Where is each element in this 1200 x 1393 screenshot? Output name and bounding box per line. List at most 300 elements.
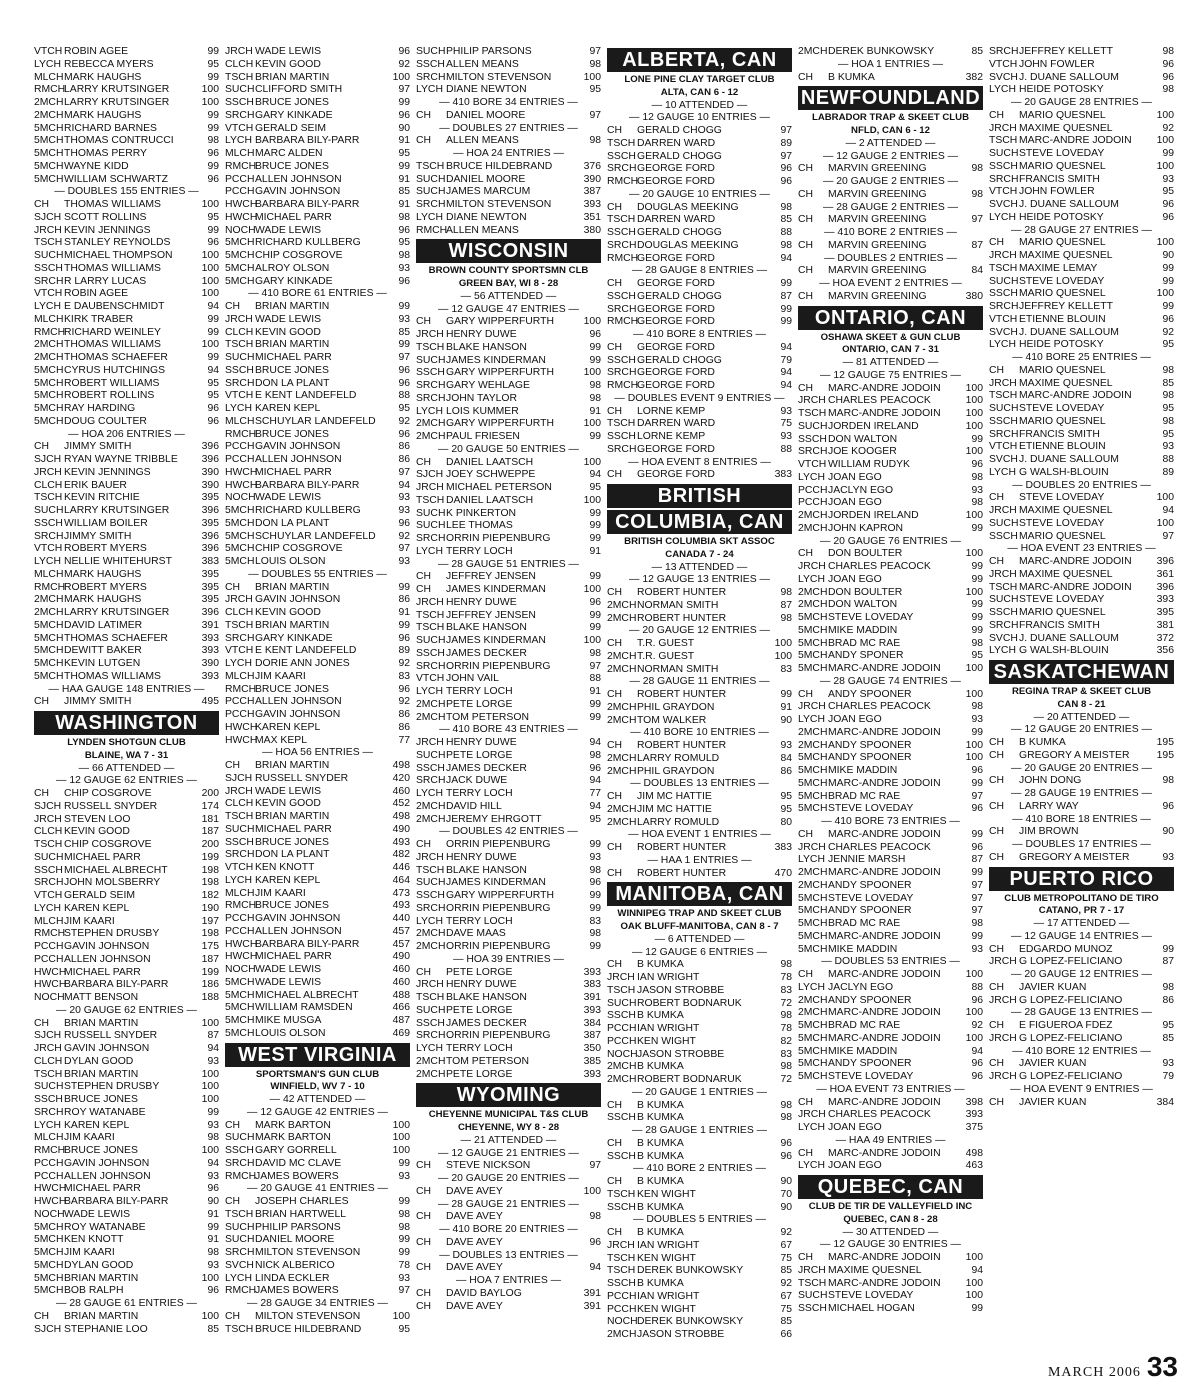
- score: 390: [201, 466, 219, 478]
- result-row: [989, 467, 1174, 480]
- class-code: 5MCH: [225, 517, 255, 529]
- score: 195: [1156, 749, 1174, 761]
- class-code: SUCH: [989, 403, 1019, 414]
- event-header: — DOUBLES 27 ENTRIES —: [439, 122, 578, 134]
- result-row: [416, 673, 601, 686]
- score: 96: [207, 173, 219, 185]
- result-row: [416, 1069, 601, 1082]
- class-code: CH: [798, 265, 814, 277]
- result-row: [225, 913, 410, 926]
- shooter-name: JOHN TAYLOR: [446, 392, 518, 404]
- result-row: [225, 186, 410, 199]
- shooter-name: GAVIN JOHNSON: [255, 594, 341, 606]
- class-code: LYCH: [34, 902, 61, 914]
- result-row: [798, 163, 983, 176]
- score: 96: [398, 364, 410, 376]
- result-row: [798, 485, 983, 498]
- class-code: SUCH: [416, 635, 446, 646]
- class-code: 2MCH: [798, 510, 828, 521]
- score: 80: [780, 816, 792, 828]
- shooter-name: DIANE NEWTON: [446, 84, 527, 96]
- club-info: CATANO, PR 7 - 17: [1038, 905, 1125, 917]
- result-row: [34, 110, 219, 123]
- score: 93: [971, 484, 983, 496]
- class-code: TSCH: [416, 992, 445, 1003]
- shooter-name: WILLIAM RUDYK: [828, 459, 910, 470]
- result-row: [225, 467, 410, 480]
- event-header: — 20 GAUGE 20 ENTRIES —: [438, 1173, 579, 1184]
- class-code: SRCH: [989, 173, 1019, 185]
- result-row: [225, 123, 410, 136]
- class-code: CH: [607, 278, 623, 289]
- result-row: [798, 765, 983, 778]
- event-header: — 410 BORE 25 ENTRIES —: [1012, 352, 1151, 363]
- shooter-name: MILTON STEVENSON: [255, 1310, 361, 1322]
- result-row: [607, 715, 792, 728]
- score: 382: [965, 71, 983, 83]
- result-row: [798, 1303, 983, 1316]
- score: 198: [201, 877, 219, 889]
- result-row: [989, 995, 1174, 1008]
- event-header: — HOA 1 ENTRIES —: [837, 58, 944, 70]
- class-code: 5MCH: [798, 943, 828, 955]
- shooter-name: KEVIN LUTGEN: [64, 658, 141, 669]
- shooter-name: T.R. GUEST: [637, 638, 695, 649]
- score: 77: [589, 788, 601, 799]
- shooter-name: E KENT LANDEFELD: [255, 390, 357, 402]
- result-row: [607, 651, 792, 664]
- shooter-name: NORMAN SMITH: [637, 599, 719, 611]
- class-code: LYCH: [798, 471, 825, 483]
- result-row: [416, 186, 601, 199]
- score: 82: [780, 1035, 792, 1047]
- class-code: 2MCH: [416, 1055, 446, 1067]
- result-row: [34, 967, 219, 980]
- class-code: LYCH: [416, 788, 443, 799]
- score: 100: [965, 688, 983, 700]
- class-code: JRCH: [225, 46, 253, 57]
- result-row: [225, 212, 410, 225]
- result-row: [798, 1278, 983, 1291]
- result-row: [607, 600, 792, 613]
- class-code: CH: [989, 851, 1005, 863]
- result-row: [416, 482, 601, 495]
- shooter-name: JOHN DONG: [1019, 775, 1082, 787]
- class-code: SRCH: [607, 303, 637, 315]
- class-code: CH: [607, 1099, 623, 1111]
- class-code: CH: [607, 1137, 623, 1149]
- shooter-name: WADE LEWIS: [255, 976, 322, 988]
- class-code: LYCH: [989, 211, 1016, 223]
- event-header: — HOA 24 ENTRIES —: [453, 148, 564, 159]
- result-row: [416, 225, 601, 238]
- score: 89: [780, 137, 792, 149]
- score: 89: [398, 645, 410, 657]
- score: 91: [398, 199, 410, 210]
- score: 92: [398, 58, 410, 70]
- result-row: [798, 548, 983, 561]
- class-code: 2MCH: [416, 928, 446, 940]
- score: 96: [1162, 199, 1174, 210]
- shooter-name: TERRY LOCH: [446, 545, 513, 557]
- event-header: — 56 ATTENDED —: [460, 290, 557, 302]
- result-row: [798, 1109, 983, 1122]
- class-code: 5MCH: [34, 645, 64, 657]
- shooter-name: LOUIS OLSON: [255, 556, 326, 567]
- score: 100: [965, 382, 983, 394]
- score: 100: [774, 638, 792, 649]
- shooter-name: MICHAEL PETERSON: [446, 482, 552, 493]
- class-code: JRCH: [989, 505, 1017, 516]
- shooter-name: MARVIN GREENING: [828, 163, 927, 175]
- shooter-name: JIMMY SMITH: [64, 696, 132, 708]
- result-row: [798, 189, 983, 202]
- score: 94: [589, 737, 601, 748]
- class-code: SJCH: [34, 1030, 62, 1042]
- shooter-name: PHIL GRAYDON: [637, 765, 715, 777]
- score: 96: [780, 1150, 792, 1162]
- result-row: [225, 390, 410, 403]
- score: 96: [207, 1183, 219, 1195]
- class-code: LYCH: [225, 658, 252, 669]
- score: 187: [201, 826, 219, 838]
- class-code: CLCH: [34, 479, 63, 491]
- class-code: 5MCH: [798, 612, 828, 623]
- result-row: [225, 250, 410, 263]
- shooter-name: GAVIN JOHNSON: [255, 441, 341, 453]
- result-row: [34, 658, 219, 671]
- result-row: [798, 854, 983, 867]
- class-code: SUCH: [989, 517, 1019, 529]
- score: 198: [201, 864, 219, 876]
- class-code: SSCH: [225, 1145, 254, 1156]
- event-header: — 20 GAUGE 2 ENTRIES —: [822, 176, 959, 187]
- event-header: — DOUBLES 53 ENTRIES —: [821, 956, 960, 968]
- event-header: — 20 GAUGE 12 ENTRIES —: [629, 625, 770, 637]
- score: 93: [398, 1272, 410, 1284]
- shooter-name: TOM PETERSON: [446, 1055, 529, 1067]
- event-header: — 13 ATTENDED —: [651, 561, 748, 573]
- score: 100: [392, 1119, 410, 1131]
- result-row: [798, 944, 983, 957]
- class-code: SRCH: [798, 446, 828, 458]
- score: 100: [965, 510, 983, 521]
- event-header: — 12 GAUGE 47 ENTRIES —: [438, 303, 579, 315]
- shooter-name: ORRIN PIEPENBURG: [446, 839, 551, 850]
- shooter-name: K PINKERTON: [446, 507, 517, 519]
- shooter-name: HEIDE POTOSKY: [1019, 339, 1104, 351]
- club-info: QUEBEC, CAN 8 - 28: [843, 1213, 938, 1225]
- class-code: JRCH: [798, 561, 826, 572]
- class-code: SVCH: [225, 1259, 254, 1271]
- result-row: [798, 265, 983, 278]
- class-code: CLCH: [34, 826, 63, 838]
- shooter-name: MARIO QUESNEL: [1019, 415, 1106, 427]
- class-code: SRCH: [225, 849, 255, 861]
- result-row: [989, 339, 1174, 352]
- result-row: [989, 429, 1174, 442]
- event-header: — 28 GAUGE 8 ENTRIES —: [631, 265, 768, 277]
- results-column: [34, 46, 219, 1346]
- result-row: [798, 395, 983, 408]
- score: 100: [201, 84, 219, 96]
- class-code: MLCH: [225, 415, 255, 427]
- shooter-name: MARC-ANDRE JODOIN: [1019, 135, 1132, 147]
- class-code: 5MCH: [225, 556, 255, 567]
- score: 97: [589, 1160, 601, 1172]
- result-row: [607, 613, 792, 626]
- shooter-name: IAN WRIGHT: [637, 1290, 700, 1302]
- shooter-name: TOM WALKER: [637, 714, 707, 726]
- shooter-name: JAMES MARCUM: [446, 186, 531, 198]
- class-code: RMCH: [416, 224, 448, 236]
- shooter-name: MARC-ANDRE JODOIN: [828, 867, 941, 878]
- shooter-name: MARK HAUGHS: [64, 568, 142, 580]
- score: 95: [780, 803, 792, 815]
- shooter-name: J. DUANE SALLOUM: [1019, 326, 1119, 338]
- score: 93: [207, 1170, 219, 1182]
- class-code: TSCH: [989, 581, 1018, 593]
- result-row: [34, 1120, 219, 1133]
- class-code: SSCH: [225, 364, 254, 376]
- result-row: [34, 569, 219, 582]
- class-code: 5MCH: [34, 390, 64, 402]
- score: 457: [392, 938, 410, 950]
- result-row: [225, 1145, 410, 1158]
- shooter-name: JOE KOOGER: [828, 446, 897, 458]
- result-row: [225, 939, 410, 952]
- class-code: SSCH: [989, 415, 1018, 427]
- shooter-name: MICHAEL PARR: [255, 466, 332, 478]
- class-code: CH: [34, 1017, 50, 1029]
- score: 91: [589, 405, 601, 417]
- shooter-name: ALLEN MEANS: [446, 135, 519, 147]
- class-code: PCCH: [607, 1035, 637, 1047]
- result-row: [416, 406, 601, 419]
- shooter-name: JENNIE MARSH: [828, 854, 906, 866]
- event-header: — 410 BORE 12 ENTRIES —: [1012, 1045, 1151, 1057]
- result-row: [34, 556, 219, 569]
- class-code: TSCH: [416, 160, 445, 172]
- class-code: 2MCH: [34, 97, 64, 108]
- class-code: RMCH: [225, 900, 257, 912]
- result-row: [225, 556, 410, 569]
- class-code: CH: [607, 638, 623, 649]
- score: 174: [201, 800, 219, 812]
- score: 100: [201, 1081, 219, 1093]
- score: 98: [207, 1247, 219, 1258]
- score: 92: [398, 658, 410, 669]
- event-header: — DOUBLES 17 ENTRIES —: [1012, 839, 1151, 850]
- class-code: VTCH: [989, 186, 1018, 198]
- score: 488: [392, 989, 410, 1001]
- class-code: VTCH: [34, 46, 63, 57]
- event-header: — 410 BORE 2 ENTRIES —: [633, 1163, 766, 1175]
- shooter-name: GEORGE FORD: [637, 252, 715, 264]
- shooter-name: STEVEN LOO: [64, 813, 131, 825]
- shooter-name: HENRY DUWE: [446, 596, 517, 608]
- shooter-name: DEREK BUNKOWSKY: [828, 46, 935, 57]
- shooter-name: BARBARA BILY-PARR: [255, 479, 360, 491]
- shooter-name: ETIENNE BLOUIN: [1019, 313, 1106, 325]
- score: 380: [583, 224, 601, 236]
- shooter-name: JIM KAARI: [64, 915, 115, 927]
- shooter-name: ANDY SPOONER: [828, 688, 912, 700]
- score: 75: [780, 1252, 792, 1264]
- shooter-name: GAVIN JOHNSON: [255, 709, 341, 720]
- score: 195: [1156, 737, 1174, 748]
- shooter-name: BRIAN HARTWELL: [255, 1208, 347, 1220]
- shooter-name: KEN WIGHT: [637, 1188, 696, 1200]
- results-column: [607, 46, 792, 1346]
- result-row: [225, 760, 410, 773]
- score: 98: [1162, 775, 1174, 787]
- score: 100: [1156, 135, 1174, 147]
- event-header: — DOUBLES 5 ENTRIES —: [633, 1214, 766, 1226]
- score: 95: [1162, 339, 1174, 351]
- result-row: [989, 582, 1174, 595]
- result-row: [225, 951, 410, 964]
- score: 96: [971, 1058, 983, 1070]
- class-code: 5MCH: [798, 752, 828, 764]
- class-code: NOCH: [225, 964, 256, 975]
- shooter-name: CHARLES PEACOCK: [828, 701, 931, 713]
- class-code: RMCH: [34, 581, 66, 593]
- score: 66: [780, 1329, 792, 1340]
- class-code: LYCH: [989, 645, 1016, 657]
- class-code: RMCH: [607, 380, 639, 391]
- class-code: SSCH: [225, 97, 254, 108]
- class-code: MLCH: [225, 887, 255, 899]
- shooter-name: JASON STROBBE: [637, 1329, 725, 1340]
- result-row: [416, 890, 601, 903]
- score: 96: [589, 329, 601, 340]
- shooter-name: ALLEN JOHNSON: [64, 1170, 151, 1182]
- score: 96: [780, 163, 792, 175]
- result-row: [34, 696, 219, 709]
- shooter-name: DOUGLAS MEEKING: [637, 239, 739, 251]
- result-row: [798, 752, 983, 765]
- class-code: HWCH: [34, 966, 67, 978]
- event-header: — 410 BORE 34 ENTRIES —: [439, 97, 578, 108]
- class-code: 5MCH: [798, 1045, 828, 1057]
- shooter-name: DAVE AVEY: [446, 1211, 503, 1223]
- score: 85: [398, 326, 410, 338]
- class-code: TSCH: [34, 839, 63, 850]
- result-row: [607, 1023, 792, 1036]
- result-row: [989, 737, 1174, 750]
- class-code: RMCH: [607, 252, 639, 264]
- shooter-name: CHARLES PEACOCK: [828, 561, 931, 572]
- shooter-name: MARIO QUESNEL: [1019, 160, 1106, 172]
- result-row: [225, 110, 410, 123]
- class-code: RMCH: [34, 84, 66, 96]
- class-code: 2MCH: [798, 586, 828, 598]
- class-code: VTCH: [416, 673, 445, 685]
- shooter-name: GERALD CHOGG: [637, 150, 722, 162]
- score: 100: [1156, 492, 1174, 504]
- class-code: NOCH: [225, 224, 256, 236]
- shooter-name: DON WALTON: [828, 599, 898, 611]
- score: 100: [965, 395, 983, 407]
- score: 393: [965, 1109, 983, 1121]
- result-row: [34, 454, 219, 467]
- class-code: SSCH: [989, 160, 1018, 172]
- shooter-name: WADE LEWIS: [255, 492, 322, 504]
- event-header: — 20 GAUGE 62 ENTRIES —: [56, 1004, 197, 1016]
- result-row: [34, 1132, 219, 1145]
- result-row: [416, 750, 601, 763]
- score: 440: [392, 913, 410, 924]
- result-row: [416, 584, 601, 597]
- score: 96: [207, 148, 219, 159]
- score: 97: [398, 543, 410, 555]
- class-code: VTCH: [225, 390, 254, 402]
- club-info: REGINA TRAP & SKEET CLUB: [1011, 686, 1152, 697]
- score: 97: [398, 84, 410, 96]
- shooter-name: ROBERT HUNTER: [637, 587, 727, 598]
- class-code: CH: [416, 839, 432, 850]
- score: 99: [971, 561, 983, 572]
- shooter-name: JEFFREY KELLETT: [1019, 46, 1113, 57]
- shooter-name: LORNE KEMP: [637, 431, 706, 442]
- class-code: CH: [798, 188, 814, 200]
- class-code: LYCH: [989, 84, 1016, 96]
- score: 96: [1162, 313, 1174, 325]
- result-row: [798, 46, 983, 59]
- class-code: CH: [416, 109, 432, 121]
- result-row: [416, 852, 601, 865]
- result-row: [798, 650, 983, 663]
- score: 97: [398, 466, 410, 478]
- class-code: JRCH: [989, 250, 1017, 261]
- shooter-name: ROBERT HUNTER: [637, 842, 727, 853]
- shooter-name: JOHN KAPRON: [828, 522, 904, 534]
- shooter-name: REBECCA MYERS: [64, 58, 154, 70]
- shooter-name: MARC-ANDRE JODOIN: [828, 1032, 941, 1044]
- class-code: HWCH: [34, 1183, 67, 1195]
- result-row: [416, 342, 601, 355]
- shooter-name: MILTON STEVENSON: [446, 71, 552, 83]
- result-row: [34, 941, 219, 954]
- shooter-name: MARK BARTON: [255, 1119, 331, 1131]
- score: 100: [583, 418, 601, 430]
- class-code: SSCH: [416, 1017, 445, 1029]
- shooter-name: LARRY WAY: [1019, 800, 1079, 812]
- score: 181: [201, 813, 219, 825]
- score: 190: [201, 902, 219, 914]
- result-row: [416, 135, 601, 148]
- shooter-name: KEN WIGHT: [637, 1035, 696, 1047]
- score: 99: [207, 71, 219, 83]
- class-code: 5MCH: [798, 624, 828, 636]
- result-row: [989, 72, 1174, 85]
- score: 93: [1162, 851, 1174, 863]
- event-header: — HOA EVENT 23 ENTRIES —: [1007, 543, 1156, 555]
- score: 99: [398, 581, 410, 593]
- class-code: 5MCH: [798, 790, 828, 802]
- result-row: [34, 1324, 219, 1337]
- score: 372: [1156, 632, 1174, 644]
- shooter-name: J. DUANE SALLOUM: [1019, 199, 1119, 210]
- result-row: [34, 839, 219, 852]
- shooter-name: GREGORY A MEISTER: [1019, 749, 1130, 761]
- class-code: CH: [607, 959, 623, 971]
- class-code: SSCH: [989, 530, 1018, 542]
- class-code: 2MCH: [607, 1061, 637, 1073]
- class-code: 2MCH: [416, 800, 446, 812]
- class-code: JRCH: [989, 994, 1017, 1006]
